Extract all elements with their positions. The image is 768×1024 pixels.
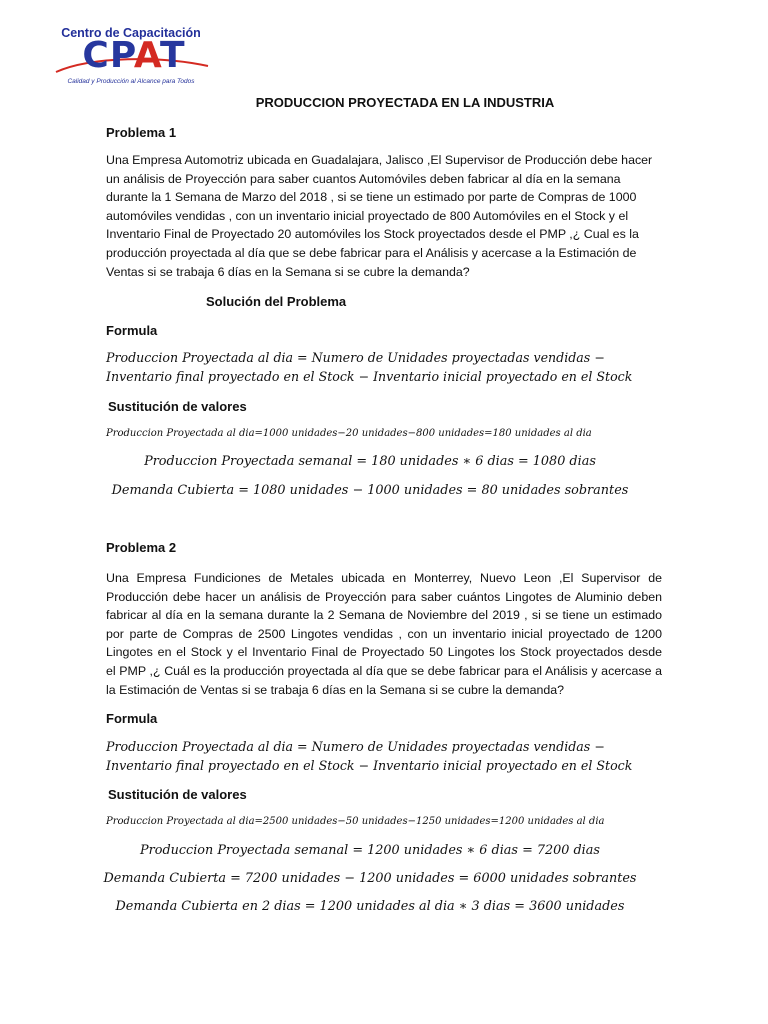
problem1-weekly-production: Produccion Proyectada semanal = 180 unidades ∗ 6 dias = 1080 dias	[144, 454, 596, 469]
logo-subtitle: Calidad y Producción al Alcance para Todos	[67, 78, 195, 85]
problem2-line: por parte de Compras de 2500 Lingotes vendidas , con un inventario inicial proyectado de 1200	[106, 626, 662, 641]
problem1-line: automóviles vendidas , con un inventario inicial proyectado de 800 Automóviles en el Stock y el	[106, 208, 629, 223]
logo-red-letter: A	[133, 35, 160, 76]
problem2-subst-line: Produccion Proyectada al dia=2500 unidades−50 unidades−1250 unidades=1200 unidades al dia	[106, 816, 605, 827]
solution-heading: Solución del Problema	[206, 294, 347, 309]
document-title: PRODUCCION PROYECTADA EN LA INDUSTRIA	[255, 95, 555, 110]
problem2-formula-line1: Produccion Proyectada al dia = Numero de Unidades proyectadas vendidas −	[106, 739, 605, 754]
problem1-formula-heading: Formula	[106, 323, 158, 338]
cpat-logo	[46, 26, 216, 90]
logo-top-text: Centro de Capacitación	[61, 26, 201, 40]
problem1-line: Inventario Final de Proyectado 20 automóviles los Stock proyectados desde el PMP ,¿ Cual es la	[106, 227, 639, 242]
problem1-formula-line1: Produccion Proyectada al dia = Numero de Unidades proyectadas vendidas −	[106, 350, 605, 365]
problem2-demand-covered-2-days: Demanda Cubierta en 2 dias = 1200 unidades al dia ∗ 3 dias = 3600 unidades	[115, 899, 625, 914]
problem2-line: la Estimación de Ventas si se trabaja 6 días en la Semana si se cubre la demanda?	[106, 682, 565, 697]
problem2-line: Producción debe hacer un análisis de Proyección para saber cuántos Lingotes de Aluminio deben	[106, 589, 662, 604]
problem1-subst-line: Produccion Proyectada al dia=1000 unidades−20 unidades−800 unidades=180 unidades al dia	[106, 428, 592, 439]
problem2-statement	[106, 569, 662, 699]
problem2-subst-heading: Sustitución de valores	[108, 787, 247, 802]
problem1-line: Una Empresa Automotriz ubicada en Guadalajara, Jalisco ,El Supervisor de Producción debe hacer	[106, 153, 653, 167]
problem1-line: Ventas si se trabaja 6 días en la Semana si se cubre la demanda?	[106, 264, 470, 279]
problem2-line: Una Empresa Fundiciones de Metales ubicada en Monterrey, Nuevo Leon ,El Supervisor de	[106, 571, 662, 585]
problem1-statement	[106, 151, 662, 281]
problem2-formula-heading: Formula	[106, 711, 158, 726]
problem1-line: un análisis de Proyección para saber cuantos Automóviles deben fabricar al día en la semana	[106, 171, 621, 186]
problem2-line: el PMP ,¿ Cuál es la producción proyectada al día que se debe fabricar para el Análisis y acercase a	[106, 663, 662, 678]
problem2-demand-covered: Demanda Cubierta = 7200 unidades − 1200 unidades = 6000 unidades sobrantes	[103, 871, 637, 886]
problem2-heading: Problema 2	[106, 540, 177, 555]
problem1-line: durante la 1 Semana de Marzo del 2018 , si se tiene un estimado por parte de Compras de 1000	[106, 190, 637, 205]
problem1-demand-covered: Demanda Cubierta = 1080 unidades − 1000 unidades = 80 unidades sobrantes	[111, 483, 629, 498]
problem2-line: fabricar al día en la semana durante la 2 Semana de Noviembre del 2019 , si se tiene un estimado	[106, 608, 662, 623]
problem2-formula-line2: Inventario final proyectado en el Stock − Inventario inicial proyectado en el Stock	[106, 758, 633, 773]
problem1-formula-line2: Inventario final proyectado en el Stock − Inventario inicial proyectado en el Stock	[106, 369, 633, 384]
problem1-subst-heading: Sustitución de valores	[108, 399, 247, 414]
problem2-weekly-production: Produccion Proyectada semanal = 1200 unidades ∗ 6 dias = 7200 dias	[140, 843, 600, 858]
problem2-line: Lingotes en el Stock y el Inventario Final de Proyectado 50 Lingotes los Stock proyectados desde	[106, 645, 662, 660]
logo-main-text: CPAT	[82, 35, 186, 76]
problem1-line: producción proyectada al día que se debe fabricar para el Análisis y acercase a la Estimación de	[106, 245, 637, 260]
problem1-heading: Problema 1	[106, 125, 177, 140]
